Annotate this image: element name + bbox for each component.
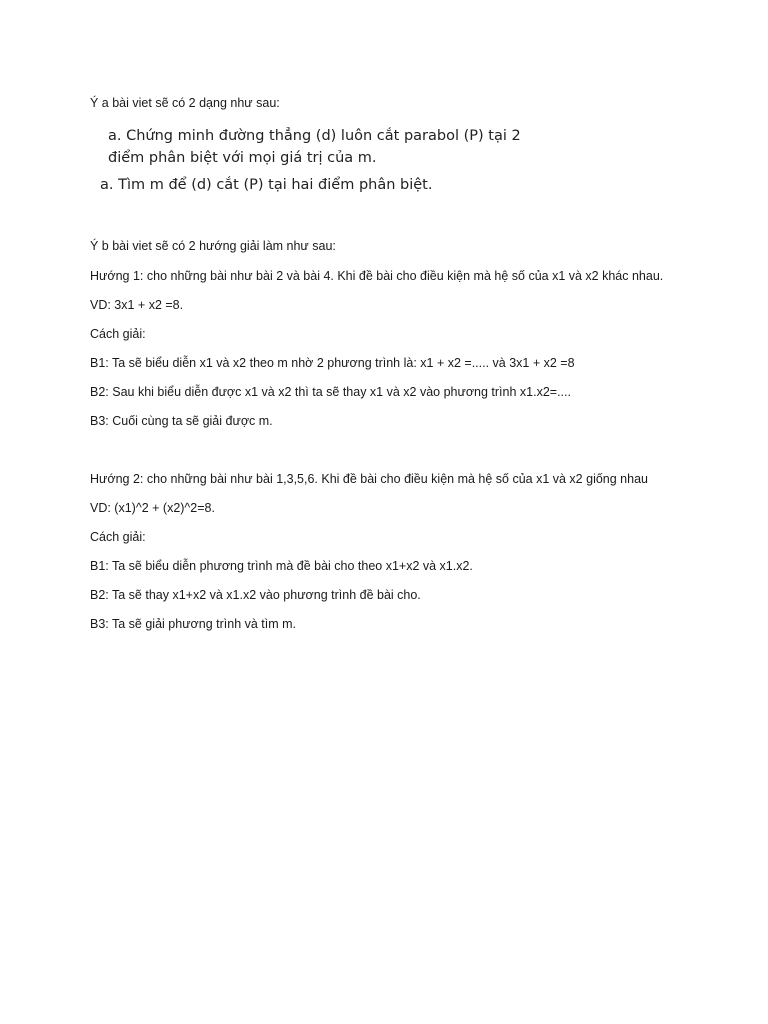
method1-example: VD: 3x1 + x2 =8. — [90, 298, 184, 312]
problem-line-1: a. Chứng minh đường thẳng (d) luôn cắt parabol (P) tại 2 — [108, 128, 521, 144]
problem-line-3: a. Tìm m để (d) cắt (P) tại hai điểm phân biệt. — [100, 177, 433, 193]
problem-line-2: điểm phân biệt với mọi giá trị của m. — [108, 150, 377, 166]
method2-step3: B3: Ta sẽ giải phương trình và tìm m. — [90, 617, 297, 631]
method2-step1: B1: Ta sẽ biểu diễn phương trình mà đề bài cho theo x1+x2 và x1.x2. — [90, 559, 473, 573]
embedded-problem-image — [100, 124, 521, 204]
method1-step1: B1: Ta sẽ biểu diễn x1 và x2 theo m nhờ 2 phương trình là: x1 + x2 =..... và 3x1 + x2 =8 — [90, 356, 575, 370]
method1-solution-label: Cách giải: — [90, 327, 146, 341]
intro-a-text: Ý a bài viet sẽ có 2 dạng như sau: — [90, 96, 280, 110]
method1-step2: B2: Sau khi biểu diễn được x1 và x2 thì ta sẽ thay x1 và x2 vào phương trình x1.x2=.... — [90, 385, 571, 399]
method1-title: Hướng 1: cho những bài như bài 2 và bài 4. Khi đề bài cho điều kiện mà hệ số của x1 và x2 khác nhau. — [90, 269, 664, 283]
method2-example: VD: (x1)^2 + (x2)^2=8. — [90, 501, 215, 515]
method2-title: Hướng 2: cho những bài như bài 1,3,5,6. Khi đề bài cho điều kiện mà hệ số của x1 và x2 giống nhau — [90, 472, 648, 486]
intro-b-text: Ý b bài viet sẽ có 2 hướng giải làm như sau: — [90, 239, 336, 253]
method1-step3: B3: Cuối cùng ta sẽ giải được m. — [90, 414, 273, 428]
method2-step2: B2: Ta sẽ thay x1+x2 và x1.x2 vào phương trình đề bài cho. — [90, 588, 421, 602]
method2-solution-label: Cách giải: — [90, 530, 146, 544]
